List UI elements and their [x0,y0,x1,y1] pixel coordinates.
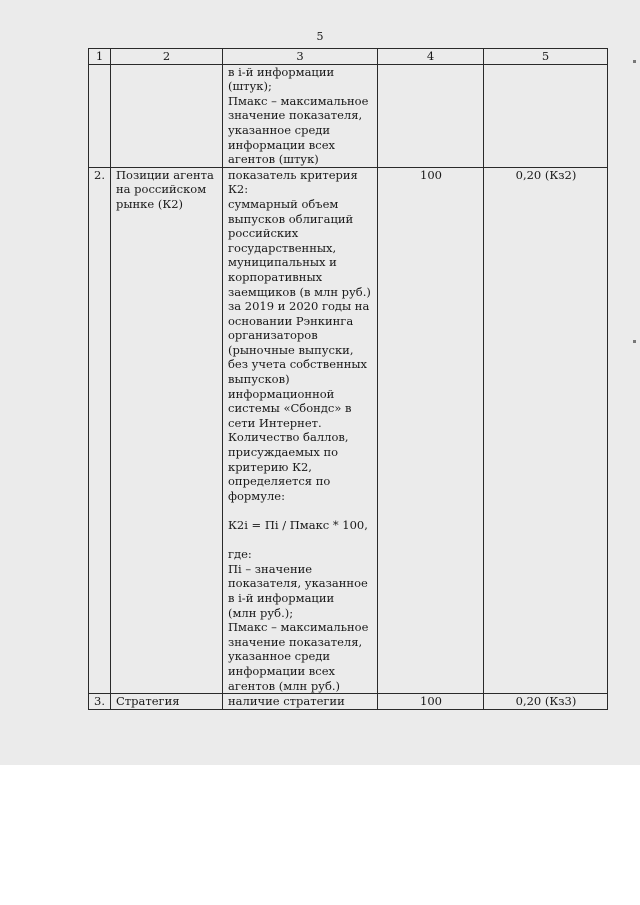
cell-criterion-description [223,64,378,167]
text-line: определяется по [228,474,331,489]
text-line: корпоративных [228,269,323,284]
text-line: (млн руб.); [228,605,294,620]
text-line: значение показателя, [228,634,363,649]
text-line: заемщиков (в млн руб.) [228,284,371,299]
table-body [89,64,608,709]
text-line: где: [228,547,252,562]
cell-max-score: 100 [378,694,484,710]
text-line: сети Интернет. [228,415,322,430]
text-line: основании Рэнкинга [228,313,354,328]
text-line: агентов (млн руб.) [228,678,341,693]
text-line: наличие стратегии [228,694,345,709]
text-line: Пi – значение [228,561,313,576]
text-line: критерию К2, [228,459,312,474]
text-line: (рыночные выпуски, [228,342,354,357]
text-line: на российском [116,182,207,197]
text-line: выпусков облигаций [228,211,354,226]
scan-artifact-mark [633,340,636,343]
cell-max-score: 100 [378,167,484,693]
text-line: формуле: [228,488,285,503]
column-header-3: 3 [223,49,378,65]
cell-weight: 0,20 (Кз3) [484,694,608,710]
cell-criterion-name [111,167,223,693]
text-line [228,503,373,518]
text-line: в i-й информации [228,590,335,605]
text-line: выпусков) [228,372,290,387]
cell-number [89,64,111,167]
text-line: информации всех [228,663,336,678]
cell-criterion-name [111,694,223,710]
cell-criterion-description [223,694,378,710]
table-row [89,167,608,693]
text-line: информационной [228,386,335,401]
text-line: рынке (К2) [116,196,184,211]
text-line: агентов (штук) [228,152,319,167]
column-header-1: 1 [89,49,111,65]
text-line: суммарный объем [228,196,339,211]
text-line: К2: [228,182,249,197]
text-line: Пмакс – максимальное [228,93,369,108]
text-line: муниципальных и [228,255,337,270]
text-line: показатель критерия [228,167,358,182]
table-row [89,694,608,710]
text-line: Количество баллов, [228,430,349,445]
text-line: системы «Сбондс» в [228,401,352,416]
table-header-row [89,49,608,65]
text-line: присуждаемых по [228,445,339,460]
column-header-2: 2 [111,49,223,65]
cell-criterion-description [223,167,378,693]
text-line [228,533,373,548]
scan-artifact-mark [633,60,636,63]
text-line: указанное среди [228,122,331,137]
text-line: Позиции агента [116,167,214,182]
cell-weight [484,64,608,167]
cell-criterion-name [111,64,223,167]
text-line: К2i = Пi / Пмакс * 100, [228,518,368,532]
cell-number: 3. [89,694,111,710]
cell-number: 2. [89,167,111,693]
text-line: Пмакс – максимальное [228,620,369,635]
page-number: 5 [316,30,324,43]
text-line: указанное среди [228,649,331,664]
text-line: (штук); [228,79,272,94]
text-line: российских [228,226,299,241]
text-line: Стратегия [116,694,180,709]
text-line: информации всех [228,137,336,152]
table-row [89,64,608,167]
text-line: государственных, [228,240,337,255]
text-line: без учета собственных [228,357,368,372]
text-line: организаторов [228,328,318,343]
column-header-5: 5 [484,49,608,65]
cell-weight: 0,20 (Кз2) [484,167,608,693]
text-line: значение показателя, [228,108,363,123]
criteria-table [88,48,608,710]
text-line: за 2019 и 2020 годы на [228,299,370,314]
column-header-4: 4 [378,49,484,65]
cell-max-score [378,64,484,167]
text-line: в i-й информации [228,64,335,79]
text-line: показателя, указанное [228,576,368,591]
